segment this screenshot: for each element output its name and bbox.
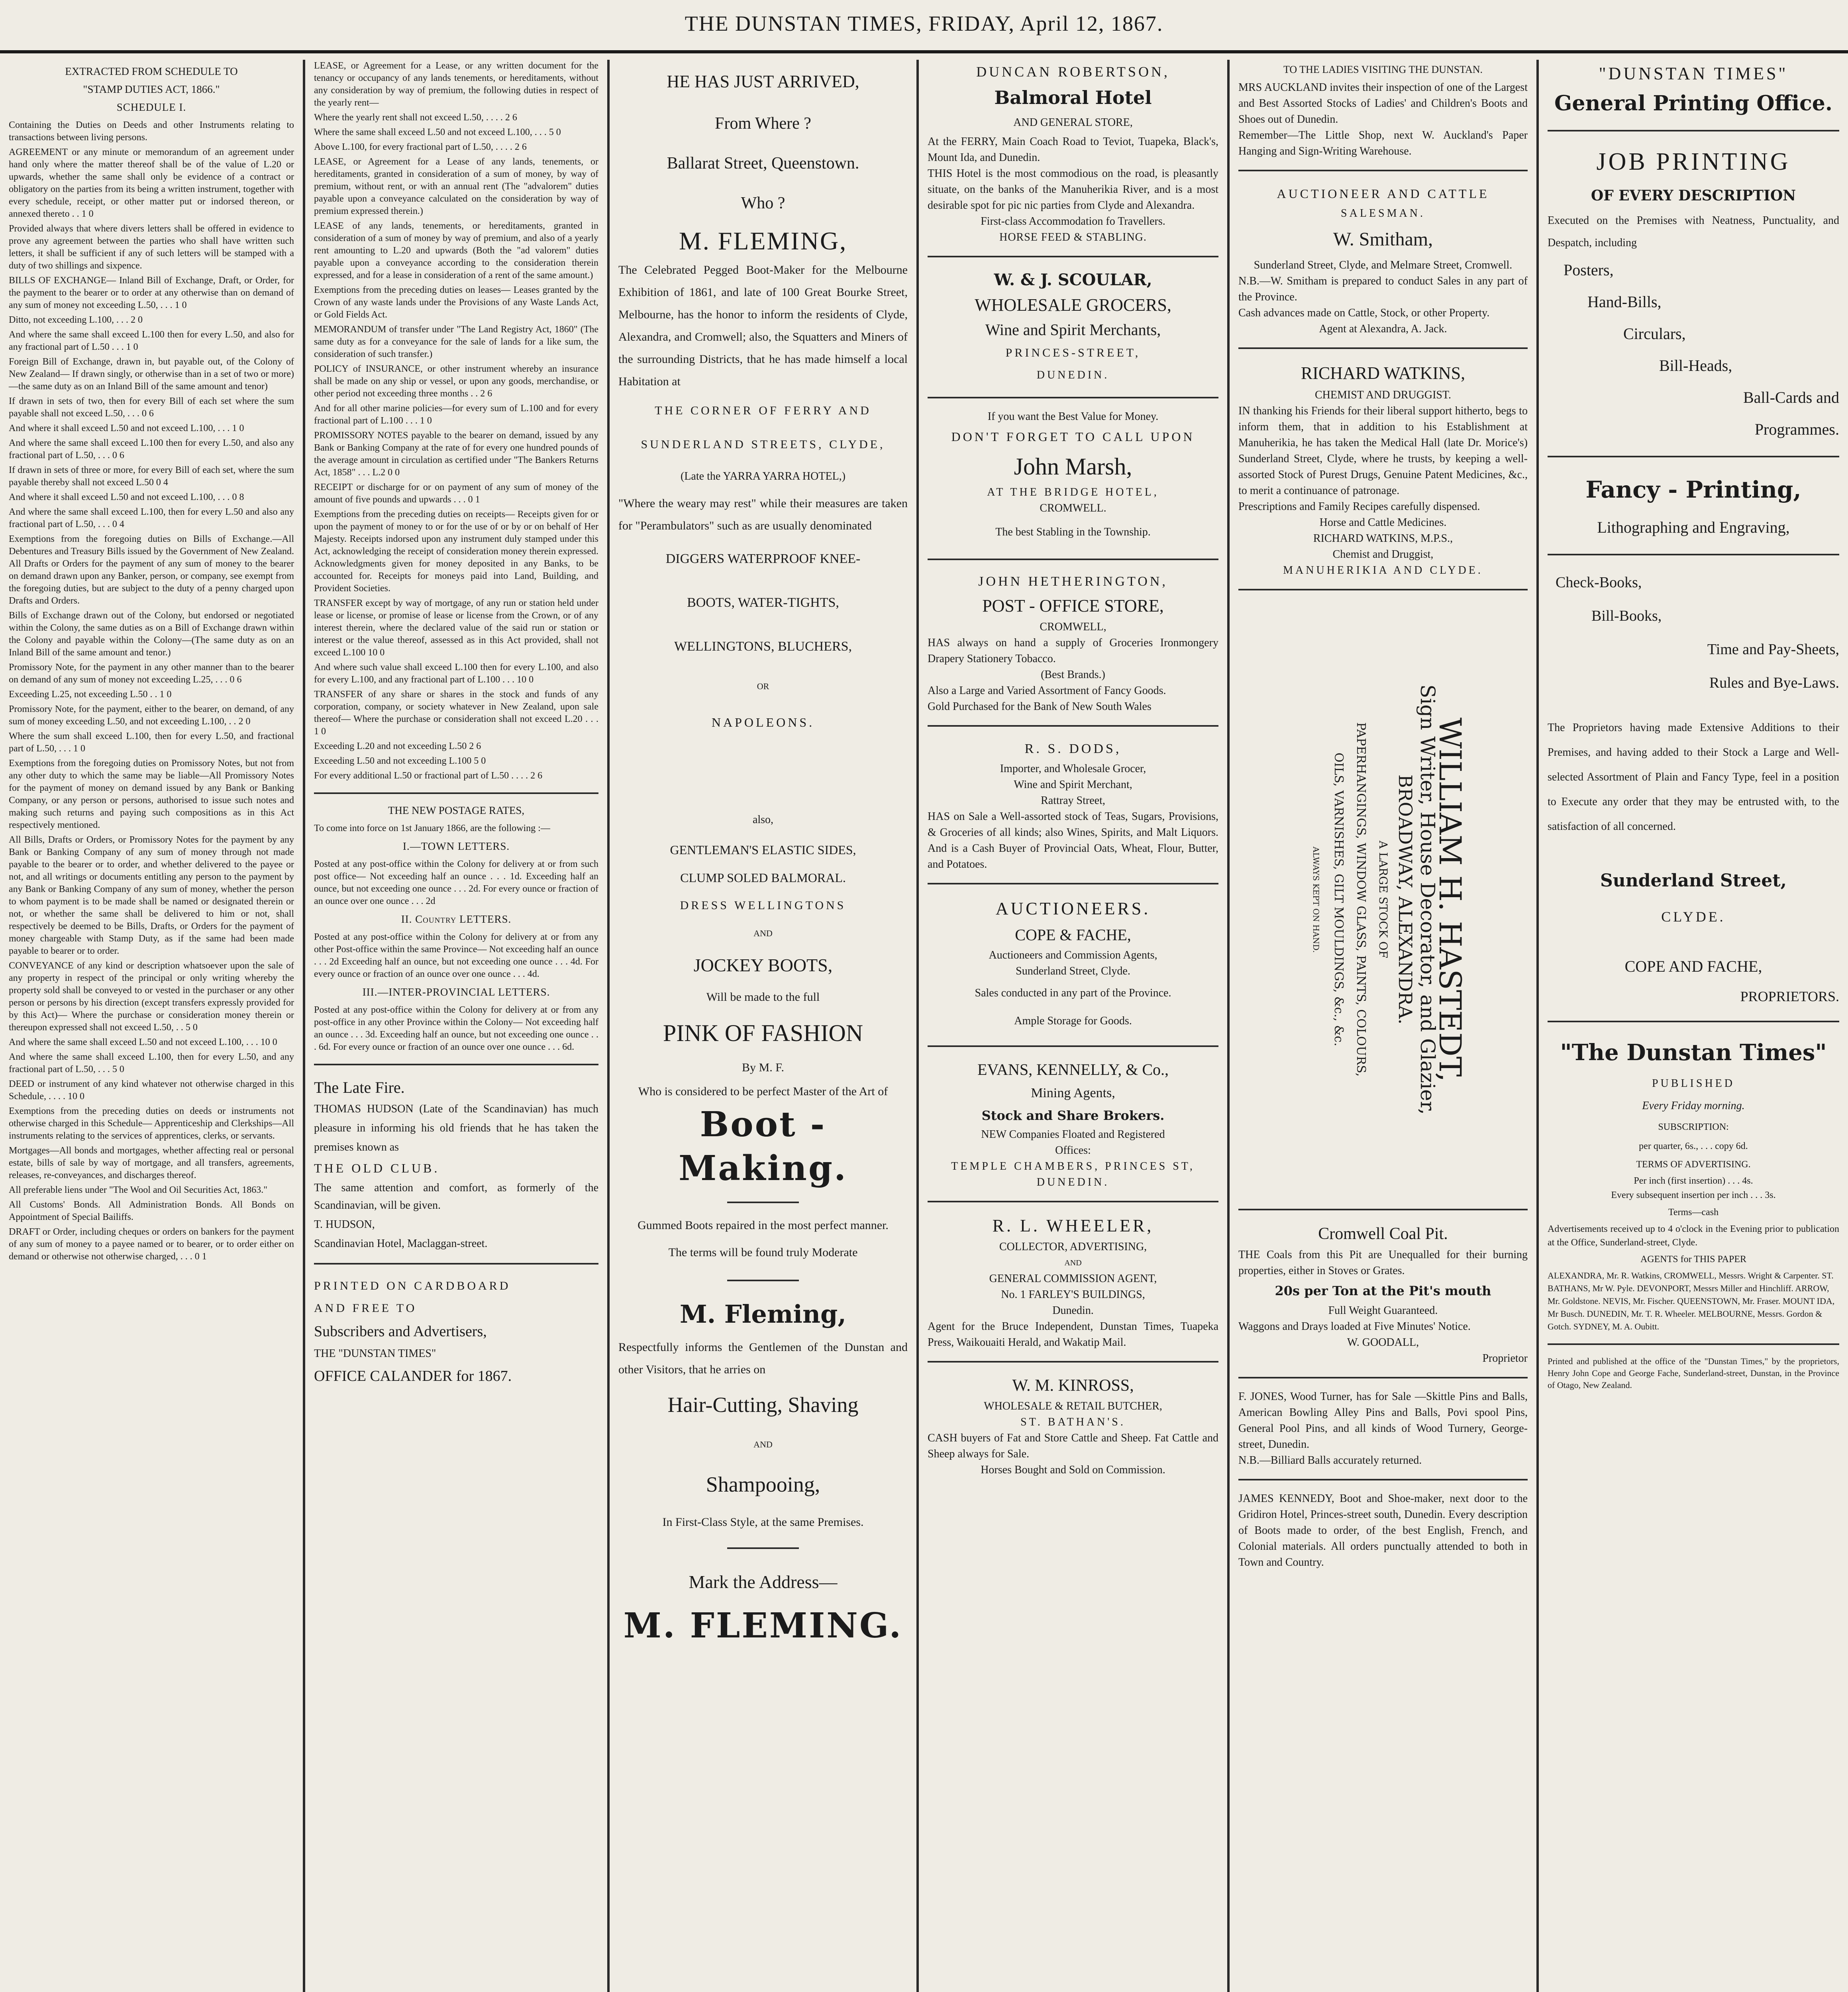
fire-title: The Late Fire.: [314, 1078, 405, 1096]
divider: [1548, 1343, 1839, 1345]
office-item: Bill-Books,: [1591, 608, 1662, 624]
divider: [928, 1201, 1218, 1202]
hetherington-body: Also a Large and Varied Assortment of Fancy Goods.: [928, 684, 1166, 697]
office-proprietors: PROPRIETORS.: [1740, 988, 1839, 1004]
fleming-line: Mark the Address—: [689, 1572, 838, 1592]
office-street: Sunderland Street,: [1600, 871, 1787, 891]
col1-para: All preferable liens under "The Wool and Oil Securities Act, 1863.": [9, 1185, 268, 1195]
col2-para: LEASE, or Agreement for a Lease, or any written document for the tenancy or occupancy of any lands tenements, or hereditaments, without any consideration by way of premium, the following duties in respect of the yearly rent—: [314, 61, 598, 108]
coal-line: 20s per Ton at the Pit's mouth: [1275, 1283, 1491, 1298]
fleming-line: From Where ?: [715, 114, 811, 133]
col1-para: And where the same shall exceed L.50 and not exceed L.100, . . . 10 0: [9, 1037, 277, 1047]
terms-cash: Terms—cash: [1668, 1207, 1719, 1218]
scoular-line: Wine and Spirit Merchants,: [985, 321, 1161, 339]
fleming-line: THE CORNER OF FERRY AND: [655, 404, 871, 417]
wheeler-line: GENERAL COMMISSION AGENT,: [989, 1272, 1157, 1285]
divider: [928, 1361, 1218, 1363]
watkins-line: Horse and Cattle Medicines.: [1319, 516, 1447, 529]
col1-para: And where the same shall exceed L.100, then for every L.50 and also any fractional part of L.50, . . . 0 4: [9, 507, 294, 529]
fleming-line: Hair-Cutting, Shaving: [667, 1393, 859, 1417]
hastedt-advert: [1238, 601, 1528, 1198]
fleming-line: Ballarat Street, Queenstown.: [667, 154, 859, 173]
kinross-body: CASH buyers of Fat and Store Cattle and Sheep. Fat Cattle and Sheep always for Sale.: [928, 1432, 1218, 1460]
evans-line: TEMPLE CHAMBERS, PRINCES ST,: [951, 1160, 1195, 1172]
office-item: Bill-Heads,: [1659, 357, 1732, 374]
fleming-address: M. FLEMING.: [623, 1606, 903, 1646]
col1-para: And where it shall exceed L.50 and not exceed L.100, . . . 1 0: [9, 423, 244, 433]
kinross-line: Horses Bought and Sold on Commission.: [981, 1464, 1165, 1476]
evans-line: DUNEDIN.: [1036, 1176, 1110, 1188]
evans-line: Mining Agents,: [1031, 1086, 1115, 1100]
col1-para: And where the same shall exceed L.100, then for every L.50, and any fractional part of L.50, . . . 5 0: [9, 1052, 294, 1074]
divider: [314, 1263, 598, 1265]
coal-body: Waggons and Drays loaded at Five Minutes' Notice.: [1238, 1320, 1471, 1333]
hetherington-body: HAS always on hand a supply of Groceries Ironmongery Drapery Stationery Tobacco.: [928, 637, 1218, 665]
col1-para: Provided always that where divers letters shall be offered in evidence to prove any agreement between the parties who shall have written such letters, it shall be sufficient if any of such letters will be stamped with a duty of two shillings and sixpence.: [9, 224, 294, 271]
evans-line: Offices:: [1055, 1144, 1091, 1157]
interprovincial-heading: III.—INTER-PROVINCIAL LETTERS.: [362, 986, 550, 998]
dods-name: R. S. DODS,: [1024, 741, 1122, 756]
town-letters-rates: Posted at any post-office within the Colony for delivery at or from such post office— Not exceeding half an ounce . . . 1d. Exceeding half an ounce, but not exceeding one ounce . . . 2d. For every ounce or fraction of an ounce over one ounce . . . 2d: [314, 859, 598, 906]
every-description: OF EVERY DESCRIPTION: [1591, 187, 1796, 204]
col1-para: Exceeding L.25, not exceeding L.50 . . 1 0: [9, 689, 172, 700]
robertson-line: AND GENERAL STORE,: [1013, 116, 1133, 129]
divider: [314, 792, 598, 794]
col1-para: DRAFT or Order, including cheques or orders on bankers for the payment of any sum of money to a payee named or to bearer, or to order either on demand or otherwise not otherwise charged, . . . 0 1: [9, 1227, 294, 1262]
divider: [1238, 170, 1528, 171]
divider: [1238, 347, 1528, 349]
col2-para: Where the yearly rent shall not exceed L.50, . . . . 2 6: [314, 112, 517, 123]
col2-para: Above L.100, for every fractional part of L.50, . . . . 2 6: [314, 142, 527, 152]
office-body: Executed on the Premises with Neatness, Punctuality, and Despatch, including: [1548, 214, 1839, 249]
robertson-name: DUNCAN ROBERTSON,: [976, 64, 1170, 80]
published-label: PUBLISHED: [1652, 1077, 1735, 1090]
column-merchants: [919, 60, 1227, 1992]
column-fleming-ad: [610, 60, 916, 1992]
hetherington-body: Gold Purchased for the Bank of New South Wales: [928, 700, 1152, 713]
country-letters-rates: Posted at any post-office within the Colony for delivery at or from any other Post-office within the same Province— Not exceeding half an ounce . . . 2d Exceeding half an ounce, but not exceeding one ounce . . . 4d. For every ounce or fraction of an ounce over one ounce . . . 4d.: [314, 932, 599, 979]
kinross-name: W. M. KINROSS,: [1012, 1376, 1134, 1395]
divider: [1238, 589, 1528, 590]
fleming-line: NAPOLEONS.: [711, 715, 815, 729]
col1-para: Bills of Exchange drawn out of the Colony, but endorsed or negotiated within the Colony, the same duties as on a Bill of Exchange drawn within the Colony and payable within the Colony—(The same duty as on an Inland Bill of the same amount and tenor.): [9, 610, 294, 658]
col1-para: Ditto, not exceeding L.100, . . . 2 0: [9, 315, 143, 325]
fleming-line: DIGGERS WATERPROOF KNEE-: [665, 551, 861, 566]
fleming-line: HE HAS JUST ARRIVED,: [667, 72, 859, 91]
divider: [1238, 1377, 1528, 1378]
hetherington-line: (Best Brands.): [1041, 669, 1105, 681]
col1-title1: EXTRACTED FROM SCHEDULE TO: [65, 65, 238, 77]
kinross-line: WHOLESALE & RETAIL BUTCHER,: [984, 1400, 1162, 1412]
col1-para: Mortgages—All bonds and mortgages, whether affecting real or personal estate, bills of sale by way of mortgage, and all transfers, agreements, releases, re-conveyances, and discharges thereof.: [9, 1145, 294, 1180]
lithographing: Lithographing and Engraving,: [1597, 518, 1790, 536]
agents-heading: AGENTS for THIS PAPER: [1640, 1254, 1747, 1265]
fleming-line: SUNDERLAND STREETS, CLYDE,: [641, 438, 885, 451]
hastedt-line: A LARGE STOCK OF: [1377, 841, 1390, 959]
fire-body: THOMAS HUDSON (Late of the Scandinavian) has much pleasure in informing his old friends that he has taken the premises known as: [314, 1103, 598, 1153]
marsh-line: DON'T FORGET TO CALL UPON: [951, 429, 1195, 444]
kennedy-body: JAMES KENNEDY, Boot and Shoe-maker, next door to the Gridiron Hotel, Princes-street south, Dunedin. Every description of Boots made to order, of the best English, French, and Colonial materials. All orders punctually attended to both in Town and Country.: [1238, 1492, 1528, 1569]
kinross-line: ST. BATHAN'S.: [1020, 1416, 1126, 1428]
office-item: Posters,: [1564, 261, 1614, 279]
fire-body-2: The same attention and comfort, as formerly of the Scandinavian, will be given.: [314, 1182, 598, 1212]
col1-intro: Containing the Duties on Deeds and other Instruments relating to transactions between living persons.: [9, 120, 294, 143]
robertson-line: First-class Accommodation fo Travellers.: [981, 215, 1165, 227]
fleming-line: Who ?: [741, 194, 785, 212]
fleming-line: CLUMP SOLED BALMORAL.: [680, 871, 846, 885]
divider: [727, 1202, 799, 1203]
calendar-line-2: AND FREE TO: [314, 1302, 417, 1315]
postage-title: THE NEW POSTAGE RATES,: [388, 804, 525, 816]
advertising-rate: Every subsequent insertion per inch . . . 3s.: [1611, 1190, 1776, 1200]
scoular-name: W. & J. SCOULAR,: [994, 271, 1152, 289]
fleming-body: "Where the weary may rest" while their measures are taken for "Perambulators" such as are usually denominated: [618, 497, 908, 532]
coal-pit-title: Cromwell Coal Pit.: [1318, 1225, 1448, 1243]
column-leases-postage: [305, 60, 607, 1992]
auctioneers-heading: AUCTIONEERS.: [995, 899, 1151, 918]
robertson-body: THIS Hotel is the most commodious on the road, is pleasantly situate, on the banks of the Manuherikia River, and is a most desirable spot for pic nic parties from Clyde and Alexandra.: [928, 167, 1218, 212]
col2-para: Exemptions from the preceding duties on receipts— Receipts given for or upon the payment of money to or for the use of or by or on behalf of Her Majesty. Receipts indorsed upon any instrument duly stamped under this Act, acknowledging the receipt of consideration money therein expressed. Acknowledgments given for money deposited in any Banks, to be accounted for. Receipts for moneys paid into Land, Building, and Provident Societies.: [314, 509, 598, 594]
evans-name: EVANS, KENNELLY, & Co.,: [977, 1061, 1169, 1078]
goodall-title: Proprietor: [1482, 1352, 1528, 1365]
fleming-body: Who is considered to be perfect Master of the Art of: [638, 1085, 888, 1098]
fleming-line: also,: [752, 814, 774, 826]
wheeler-body: Agent for the Bruce Independent, Dunstan Times, Tuapeka Press, Waikouaiti Herald, and Wakatip Mail.: [928, 1320, 1218, 1349]
dods-line: Rattray Street,: [1041, 794, 1105, 807]
marsh-name: John Marsh,: [1014, 453, 1132, 480]
office-item: Circulars,: [1623, 325, 1686, 343]
fleming-line: PINK OF FASHION: [663, 1020, 863, 1046]
interprovincial-rates: Posted at any post-office within the Colony for delivery at or from any post-office in any other Province within the Colony— Not exceeding half an ounce . . . 3d. Exceeding half an ounce, but not exceeding one ounce . . . 6d. For every ounce or fraction of an ounce over one ounce . . . 6d.: [314, 1005, 598, 1052]
scoular-line: WHOLESALE GROCERS,: [975, 295, 1171, 315]
masthead-title: THE DUNSTAN TIMES, FRIDAY, April 12, 1867.: [685, 12, 1163, 35]
col1-para: Exemptions from the preceding duties on deeds or instruments not otherwise charged in this Schedule— Apprenticeship and Clerkships—All instruments relating to the services of apprentices, clerks, or servants.: [9, 1106, 294, 1141]
column-stamp-duties: [0, 60, 303, 1992]
cope-line: Sales conducted in any part of the Province.: [975, 987, 1171, 999]
marsh-line: If you want the Best Value for Money.: [987, 410, 1159, 423]
office-item: Hand-Bills,: [1587, 293, 1662, 311]
smitham-body: Cash advances made on Cattle, Stock, or other Property.: [1238, 307, 1490, 319]
col2-para: For every additional L.50 or fractional part of L.50 . . . . 2 6: [314, 771, 543, 781]
dods-line: Wine and Spirit Merchant,: [1014, 778, 1132, 791]
col1-para: CONVEYANCE of any kind or description whatsoever upon the sale of any property in respect of the principal or only writing whereby the property sold shall be conveyed to or vested in the purchaser or any other person or persons by his direction (except transfers expressly provided for by this Act)— Where the purchase or consideration money therein or thereupon expressed shall not exceed L.50, . . 5 0: [9, 961, 294, 1033]
hastedt-trade: Sign Writer, House Decorator, and Glazier,: [1416, 684, 1439, 1115]
calendar-line-4: THE "DUNSTAN TIMES": [314, 1347, 436, 1360]
cope-line: Ample Storage for Goods.: [1014, 1015, 1132, 1027]
wheeler-line: AND: [1064, 1259, 1082, 1267]
cope-fache: COPE & FACHE,: [1015, 926, 1131, 944]
dods-body: HAS on Sale a Well-assorted stock of Teas, Sugars, Provisions, & Groceries of all kinds; also Wines, Spirits, and Malt Liquors. And is a Cash Buyer of Provincial Oats, Wheat, Flour, Butter, and Potatoes.: [928, 810, 1218, 871]
col1-schedule: SCHEDULE I.: [116, 101, 186, 113]
fleming-body: The terms will be found truly Moderate: [668, 1246, 858, 1259]
office-item: Programmes.: [1754, 420, 1839, 438]
subscription-heading: SUBSCRIPTION:: [1658, 1122, 1729, 1132]
col1-para: AGREEMENT or any minute or memorandum of an agreement under hand only where the matter thereof shall be of the value of L.20 or upwards, whether the same shall only be evidence of a contract or obligatory on the parties from its being a written instrument, together with every schedule, receipt, or other matter put or indorsed thereon, or annexed thereto . . 1 0: [9, 147, 294, 219]
office-body: The Proprietors having made Extensive Additions to their Premises, and having added to their Stock a Large and Well-selected Assortment of Plain and Fancy Type, feel in a position to Execute any order that they may be entrusted with, to the satisfaction of all concerned.: [1548, 722, 1839, 833]
column-trades: [1230, 60, 1536, 1992]
fleming-line: Will be made to the full: [706, 990, 820, 1004]
wheeler-name: R. L. WHEELER,: [992, 1216, 1154, 1235]
col2-para: RECEIPT or discharge for or on payment of any sum of money of the amount of five pounds and upwards . . . 0 1: [314, 482, 598, 505]
divider: [928, 256, 1218, 257]
auckland-body: MRS AUCKLAND invites their inspection of one of the Largest and Best Assorted Stocks of Ladies' and Children's Boots and Shoes out of Dunedin.: [1238, 81, 1528, 125]
col1-para: All Bills, Drafts or Orders, or Promissory Notes for the payment by any Bank or Banking Company of any sum of money through not made payable to the bearer or to order, and whether delivered to the payee or not, and all writings or documents entitling any person to the payment by any Bank or Banking Company of any sum of money, whether the person to whom payment is to be made shall be named or designated therein or not, or whether the same shall be delivered to him or not, shall respectively be deemed to be Bills, Drafts, or Orders for the payment of money chargeable with Stamp Duty, as if the same had been made payable to bearer or to order.: [9, 835, 294, 956]
office-item: Time and Pay-Sheets,: [1707, 641, 1839, 658]
postage-intro: To come into force on 1st January 1866, are the following :—: [314, 823, 550, 833]
col1-para: BILLS OF EXCHANGE— Inland Bill of Exchange, Draft, or Order, for the payment to the bearer or to order at any otherwise than on demand of any sum of money not exceeding L.50, . . . 1 0: [9, 275, 294, 310]
col1-para: Foreign Bill of Exchange, drawn in, but payable out, of the Colony of New Zealand— If drawn singly, or otherwise than in a set of two or more)—the same duty as on an Inland Bill of the same amount and tenor): [9, 357, 294, 392]
col1-para: And where it shall exceed L.50 and not exceed L.100, . . . 0 8: [9, 492, 244, 502]
col1-para: DEED or instrument of any kind whatever not otherwise charged in this Schedule, . . . . 10 0: [9, 1079, 294, 1102]
balmoral-hotel: Balmoral Hotel: [994, 87, 1152, 108]
divider: [928, 397, 1218, 398]
coal-line: Full Weight Guaranteed.: [1328, 1304, 1438, 1317]
fleming-name: M. FLEMING,: [679, 227, 847, 255]
col1-para: All Customs' Bonds. All Administration Bonds. All Bonds on Appointment of Special Bailiffs.: [9, 1200, 294, 1222]
column-printing-office: [1539, 60, 1848, 1992]
divider: [727, 1280, 799, 1281]
advertising-rate: Per inch (first insertion) . . . 4s.: [1634, 1176, 1753, 1186]
divider: [314, 1064, 598, 1065]
smitham-line: SALESMAN.: [1341, 207, 1425, 220]
calendar-line-1: PRINTED ON CARDBOARD: [314, 1279, 511, 1292]
fleming-line: (Late the YARRA YARRA HOTEL,): [681, 470, 846, 482]
col1-para: Exemptions from the foregoing duties on Bills of Exchange.—All Debentures and Treasury Bills issued by the Government of New Zealand. All Drafts or Orders for the payment of any sum of money to the bearer on demand drawn upon any Banker, person, or company, see exempt from the foregoing duties, but are subject to the duty of a penny charged upon Drafts and Orders.: [9, 534, 294, 606]
col1-para: Where the sum shall exceed L.100, then for every L.50, and fractional part of L.50, . . . 1 0: [9, 731, 294, 754]
goodall-name: W. GOODALL,: [1347, 1336, 1419, 1349]
fleming-line: DRESS WELLINGTONS: [680, 899, 846, 912]
marsh-line: AT THE BRIDGE HOTEL,: [987, 486, 1159, 498]
col1-para: If drawn in sets of three or more, for every Bill of each set, where the sum payable thereby shall not exceed L.50 0 4: [9, 465, 294, 488]
fleming-body: Gummed Boots repaired in the most perfect manner.: [638, 1219, 889, 1232]
cope-line: Auctioneers and Commission Agents,: [989, 949, 1157, 961]
calendar-line-3: Subscribers and Advertisers,: [314, 1323, 487, 1340]
col2-para: And for all other marine policies—for every sum of L.100 and for every fractional part of L.100 . . . 1 0: [314, 403, 598, 426]
office-town: CLYDE.: [1661, 909, 1726, 925]
town-letters-heading: I.—TOWN LETTERS.: [402, 840, 510, 852]
fleming-line: GENTLEMAN'S ELASTIC SIDES,: [670, 843, 856, 857]
jones-body: N.B.—Billiard Balls accurately returned.: [1238, 1454, 1422, 1467]
fleming-line: Shampooing,: [706, 1472, 820, 1496]
fleming-boot-making: Boot - Making.: [679, 1104, 847, 1188]
col2-para: Exceeding L.50 and not exceeding L.100 5 0: [314, 756, 486, 766]
col2-para: MEMORANDUM of transfer under "The Land Registry Act, 1860" (The same duty as for a conveyance for the sale of lands for a like sum, the consideration of such transfer.): [314, 324, 598, 359]
divider: [1548, 456, 1839, 457]
watkins-line: Chemist and Druggist,: [1332, 548, 1434, 561]
fancy-printing: Fancy - Printing,: [1585, 476, 1801, 503]
smitham-name: W. Smitham,: [1333, 229, 1433, 250]
office-name: "DUNSTAN TIMES": [1599, 64, 1788, 83]
divider: [928, 559, 1218, 560]
col1-title2: "STAMP DUTIES ACT, 1866.": [83, 83, 220, 95]
smitham-line: Sunderland Street, Clyde, and Melmare Street, Cromwell.: [1254, 259, 1513, 271]
marsh-line: The best Stabling in the Township.: [995, 526, 1151, 538]
hudson-name: T. HUDSON,: [314, 1218, 375, 1231]
job-printing: JOB PRINTING: [1596, 148, 1791, 175]
coal-body: THE Coals from this Pit are Unequalled for their burning properties, either in Stoves or Grates.: [1238, 1249, 1528, 1277]
divider: [928, 1045, 1218, 1047]
divider: [928, 883, 1218, 884]
hudson-address: Scandinavian Hotel, Maclaggan-street.: [314, 1237, 488, 1250]
divider: [727, 1547, 799, 1549]
col1-para: Promissory Note, for the payment in any other manner than to the bearer on demand of any sum of money not exceeding L.25, . . . 0 6: [9, 662, 294, 685]
fleming-line: AND: [753, 1439, 773, 1449]
col2-para: Exceeding L.20 and not exceeding L.50 2 6: [314, 741, 481, 751]
wheeler-line: COLLECTOR, ADVERTISING,: [999, 1241, 1147, 1253]
divider: [1548, 130, 1839, 131]
smitham-line: Agent at Alexandra, A. Jack.: [1319, 323, 1447, 335]
divider: [1238, 1209, 1528, 1210]
old-club: THE OLD CLUB.: [314, 1161, 440, 1175]
hastedt-line: ALWAYS KEPT ON HAND.: [1311, 846, 1321, 953]
col2-para: Where the same shall exceed L.50 and not exceed L.100, . . . 5 0: [314, 127, 561, 137]
fleming-line: By M. F.: [742, 1061, 784, 1074]
smitham-body: N.B.—W. Smitham is prepared to conduct Sales in any part of the Province.: [1238, 275, 1528, 303]
jones-body: F. JONES, Wood Turner, has for Sale —Skittle Pins and Balls, American Bowling Alley Pins and Balls, Povi spool Pins, General Pool Pins, and all kinds of Wood Turnery, George-street, Dunedin.: [1238, 1390, 1528, 1451]
watkins-body: IN thanking his Friends for their liberal support hitherto, begs to inform them, that in addition to his Establishment at Manuherikia, he has taken the Medical Hall (late Dr. Morice's) Sunderland Street, Clyde, where he trusts, by keeping a well-assorted Stock of Purest Drugs, Genuine Patent Medicines, &c., to merit a continuance of patronage.: [1238, 405, 1528, 497]
hastedt-line: PAPERHANGINGS, WINDOW GLASS, PAINTS, COLOURS,: [1354, 722, 1368, 1077]
col2-para: Exemptions from the preceding duties on leases— Leases granted by the Crown of any waste lands under the Provisions of any Waste Lands Act, or Gold Fields Act.: [314, 285, 598, 320]
office-subtitle: General Printing Office.: [1554, 91, 1832, 116]
col1-para: Promissory Note, for the payment, either to the bearer, on demand, of any sum of money exceeding L.50, and not exceeding L.100, . . 2 0: [9, 704, 294, 727]
fleming-line: WELLINGTONS, BLUCHERS,: [674, 639, 852, 654]
robertson-line: HORSE FEED & STABLING.: [999, 231, 1147, 243]
office-item: Ball-Cards and: [1743, 388, 1839, 406]
dods-line: Importer, and Wholesale Grocer,: [1000, 763, 1146, 775]
office-item: Check-Books,: [1556, 574, 1642, 591]
robertson-line: At the FERRY, Main Coach Road to Teviot, Tuapeka, Black's, Mount Ida, and Dunedin.: [928, 135, 1218, 164]
advertising-heading: TERMS OF ADVERTISING.: [1636, 1159, 1751, 1170]
smitham-line: AUCTIONEER AND CATTLE: [1277, 186, 1489, 201]
divider: [1548, 554, 1839, 555]
publication-day: Every Friday morning.: [1642, 1100, 1745, 1112]
masthead-rule: [0, 50, 1848, 53]
divider: [1238, 1479, 1528, 1480]
hastedt-name: WILLIAM H. HASTEDT,: [1432, 717, 1468, 1082]
scoular-line: PRINCES-STREET,: [1005, 346, 1141, 359]
auckland-body: Remember—The Little Shop, next W. Auckland's Paper Hanging and Sign-Writing Warehouse.: [1238, 129, 1528, 157]
col1-para: And where the same shall exceed L.100 then for every L.50, and also for any fractional part of L.50 . . . 1 0: [9, 329, 294, 352]
col1-para: And where the same shall exceed L.100 then for every L.50, and also any fractional part of L.50, . . . 0 6: [9, 438, 294, 461]
wheeler-line: No. 1 FARLEY'S BUILDINGS,: [1001, 1288, 1145, 1301]
scoular-line: DUNEDIN.: [1036, 369, 1110, 381]
cope-line: Sunderland Street, Clyde.: [1016, 965, 1130, 977]
office-proprietors-name: COPE AND FACHE,: [1624, 957, 1762, 975]
hetherington-name: JOHN HETHERINGTON,: [978, 574, 1168, 589]
agents-list: ALEXANDRA, Mr. R. Watkins, CROMWELL, Messrs. Wright & Carpenter. ST. BATHANS, Mr W. Pyle. DEVONPORT, Messrs Miller and Hinchliff. ARROW, Mr. Goldstone. NEVIS, Mr. Fischer. QUEENSTOWN, Mr. Fraser. MOUNT IDA, Mr Busch. DUNEDIN, Mr. T. R. Wheeler. MELBOURNE, Messrs. Gordon & Gotch. SYDNEY, M. A. Oubitt.: [1548, 1270, 1835, 1331]
col1-para: Exemptions from the foregoing duties on Promissory Notes, but not from any other duty to which the same may be liable—All Promissory Notes for the payment of money on demand issued by any Bank or Banking Company, or any person or persons, authorised to issue such notes and making such returns and paying such compositions as in this Act respectively mentioned.: [9, 758, 294, 830]
col1-para: If drawn in sets of two, then for every Bill of each set where the sum payable shall not exceed L.50, . . . 0 6: [9, 396, 294, 419]
fleming-name: M. Fleming,: [680, 1300, 846, 1329]
subscription-rates: per quarter, 6s., . . . copy 6d.: [1639, 1141, 1748, 1151]
paper-name: "The Dunstan Times": [1560, 1039, 1827, 1066]
fleming-line: AND: [753, 928, 773, 938]
auckland-heading: TO THE LADIES VISITING THE DUNSTAN.: [1283, 64, 1483, 75]
watkins-line: MANUHERIKIA AND CLYDE.: [1283, 564, 1483, 576]
col2-para: LEASE, or Agreement for a Lease of any lands, tenements, or hereditaments, granted in consideration of a sum of money, by way of premium, without rent, or with an annual rent (The "advalorem" duties payable upon a conveyance calculated on the consideration by way of premium expressed therein.): [314, 157, 598, 216]
hetherington-store: POST - OFFICE STORE,: [982, 596, 1164, 616]
evans-line: Stock and Share Brokers.: [981, 1108, 1165, 1123]
divider: [928, 725, 1218, 727]
hastedt-address: BROADWAY, ALEXANDRA.: [1395, 774, 1416, 1025]
col2-para: TRANSFER of any share or shares in the stock and funds of any corporation, company, or society whatever in New Zealand, upon sale thereof— Where the purchase or consideration shall not exceed L.20 . . . 1 0: [314, 689, 598, 737]
evans-line: NEW Companies Floated and Registered: [981, 1128, 1165, 1141]
col2-para: TRANSFER except by way of mortgage, of any run or station held under lease or license, or promise of lease or license from the Crown, or of any interest therein, where the declared value of the said run or station or interest or the value thereof, assessed as in this Act provided, shall not exceed L.100 10 0: [314, 598, 598, 658]
col2-para: PROMISSORY NOTES payable to the bearer on demand, issued by any Bank or Banking Company at the rate of for every one hundred pounds of the average amount in circulation as certified under "The Bankers Returns Act, 1858" . . . L.2 0 0: [314, 430, 598, 478]
fleming-line: BOOTS, WATER-TIGHTS,: [687, 595, 839, 610]
masthead: [0, 0, 1848, 47]
wheeler-line: Dunedin.: [1052, 1304, 1094, 1317]
hetherington-line: CROMWELL,: [1040, 621, 1106, 633]
col2-para: POLICY of INSURANCE, or other instrument whereby an insurance shall be made on any ship or vessel, or upon any goods, merchandise, or other period not exceeding three months . . 2 6: [314, 364, 598, 399]
watkins-line: RICHARD WATKINS, M.P.S.,: [1313, 532, 1453, 545]
advertising-deadline: Advertisements received up to 4 o'clock in the Evening prior to publication at the Office, Sunderland-street, Clyde.: [1548, 1224, 1839, 1248]
col2-para: LEASE of any lands, tenements, or hereditaments, granted in consideration of a sum of money by way of premium, and also of a yearly rent amounting to L.20 and upwards (Both the "ad valorem" duties payable upon a conveyance according to the consideration therein expressed, and for a lease in consideration of a rent of the same amount.): [314, 221, 598, 280]
imprint: Printed and published at the office of the "Dunstan Times," by the proprietors, Henry John Cope and George Fache, Sunderland-street, Dunstan, in the Province of Otago, New Zealand.: [1548, 1356, 1839, 1390]
fleming-body: The Celebrated Pegged Boot-Maker for the Melbourne Exhibition of 1861, and late of 100 Great Bourke Street, Melbourne, has the honor to inform the residents of Clyde, Alexandra, and Cromwell; also, the Squatters and Miners of the surrounding Districts, that he has made himself a local Habitation at: [618, 263, 908, 388]
country-letters-heading: II. Country LETTERS.: [401, 913, 512, 925]
fleming-line: JOCKEY BOOTS,: [693, 955, 833, 975]
col2-para: And where such value shall exceed L.100 then for every L.100, and also for every L.100, and any fractional part of L.100 . . . 10 0: [314, 662, 598, 685]
calendar-line-5: OFFICE CALANDER for 1867.: [314, 1368, 512, 1384]
watkins-body: Prescriptions and Family Recipes carefully dispensed.: [1238, 500, 1480, 513]
office-item: Rules and Bye-Laws.: [1709, 674, 1839, 691]
watkins-name: RICHARD WATKINS,: [1301, 363, 1465, 383]
divider: [1548, 1021, 1839, 1022]
hastedt-line: OILS, VARNISHES, GILT MOULDINGS, &c., &c.: [1332, 753, 1346, 1047]
fleming-body: Respectfully informs the Gentlemen of the Dunstan and other Visitors, that he arries on: [618, 1341, 908, 1376]
fleming-line: OR: [757, 681, 769, 691]
marsh-line: CROMWELL.: [1040, 502, 1106, 514]
watkins-line: CHEMIST AND DRUGGIST.: [1315, 389, 1451, 401]
fleming-body: In First-Class Style, at the same Premises.: [662, 1516, 864, 1529]
